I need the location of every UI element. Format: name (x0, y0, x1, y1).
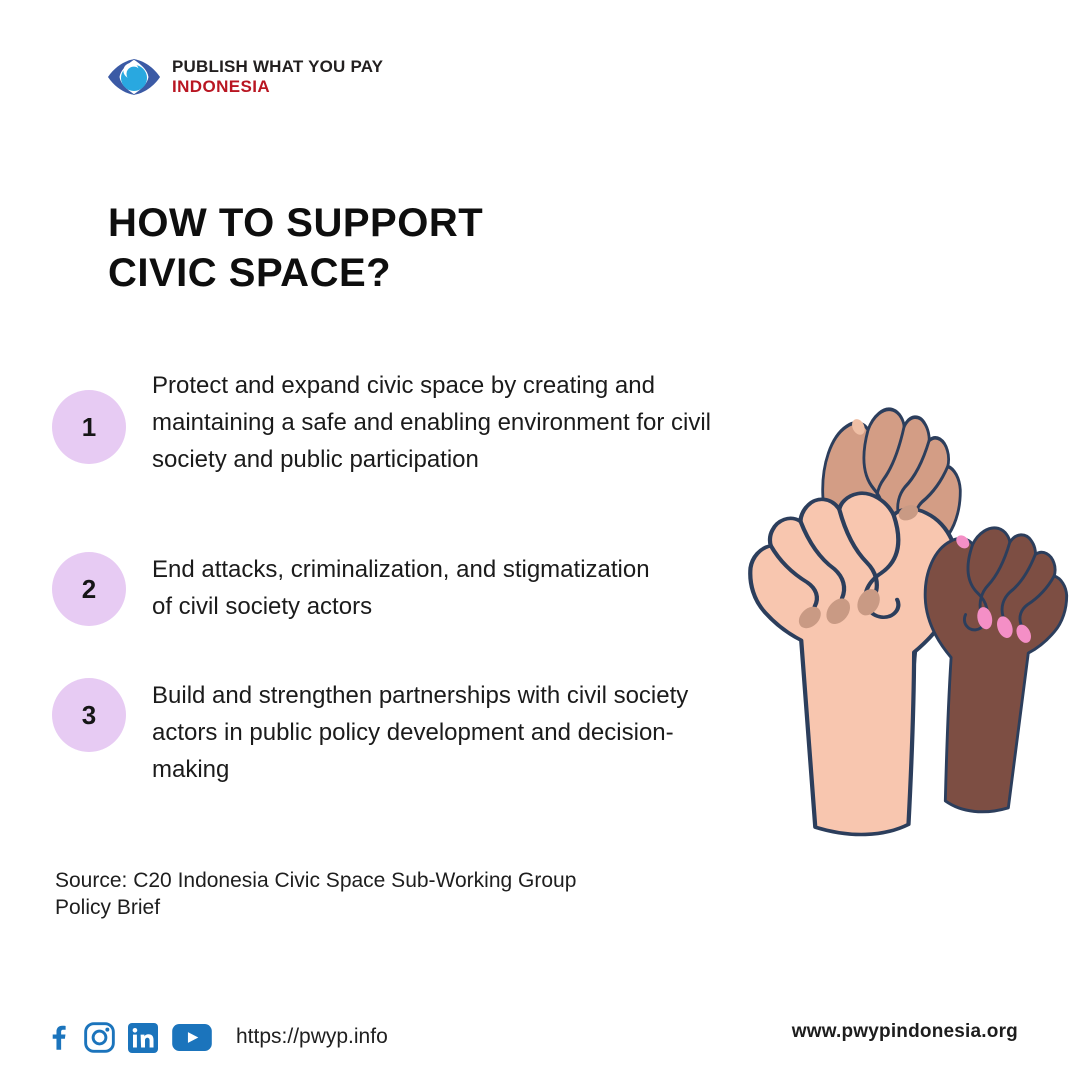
item-1-text (152, 367, 711, 478)
item-1-line-1: Protect and expand civic space by creating and (152, 372, 655, 399)
item-3-line-1: Build and strengthen partnerships with civil society (152, 682, 689, 709)
linkedin-icon[interactable] (128, 1023, 158, 1053)
item-3-text (152, 677, 688, 788)
social-icons (50, 1022, 212, 1053)
fist-left (747, 490, 969, 837)
item-2-line-1: End attacks, criminalization, and stigmatization (152, 556, 650, 583)
item-1-line-3: society and public participation (152, 446, 479, 473)
item-2-number-badge (52, 552, 126, 626)
item-3-number: 3 (81, 699, 97, 730)
page-title (108, 198, 483, 298)
item-2-number: 2 (81, 573, 97, 604)
item-3-number-badge (52, 678, 126, 752)
raised-fists-illustration (735, 405, 1080, 837)
source-note (55, 867, 576, 921)
pwyp-indonesia-url[interactable]: www.pwypindonesia.org (791, 1021, 1018, 1042)
logo-country: INDONESIA (172, 76, 271, 96)
fist-right (904, 521, 1073, 819)
eye-logo-icon (107, 56, 161, 98)
item-2-text (152, 551, 650, 625)
title-line-1: HOW TO SUPPORT (108, 201, 484, 245)
facebook-icon[interactable] (50, 1023, 68, 1052)
item-2-line-2: of civil society actors (152, 593, 373, 620)
item-1-number: 1 (81, 411, 97, 442)
item-1-number-badge (52, 390, 126, 464)
source-line-2: Policy Brief (55, 896, 161, 919)
instagram-icon[interactable] (84, 1022, 115, 1053)
title-line-2: CIVIC SPACE? (108, 251, 392, 295)
pwyp-global-url[interactable]: https://pwyp.info (236, 1025, 388, 1048)
source-line-1: Source: C20 Indonesia Civic Space Sub-Working Group (55, 869, 577, 892)
pwyp-logo (107, 56, 383, 98)
item-3-line-2: actors in public policy development and decision- (152, 719, 674, 746)
item-1-line-2: maintaining a safe and enabling environment for civil (152, 409, 711, 436)
youtube-icon[interactable] (172, 1024, 212, 1051)
item-3-line-3: making (152, 756, 230, 783)
logo-name: PUBLISH WHAT YOU PAY (172, 57, 384, 76)
